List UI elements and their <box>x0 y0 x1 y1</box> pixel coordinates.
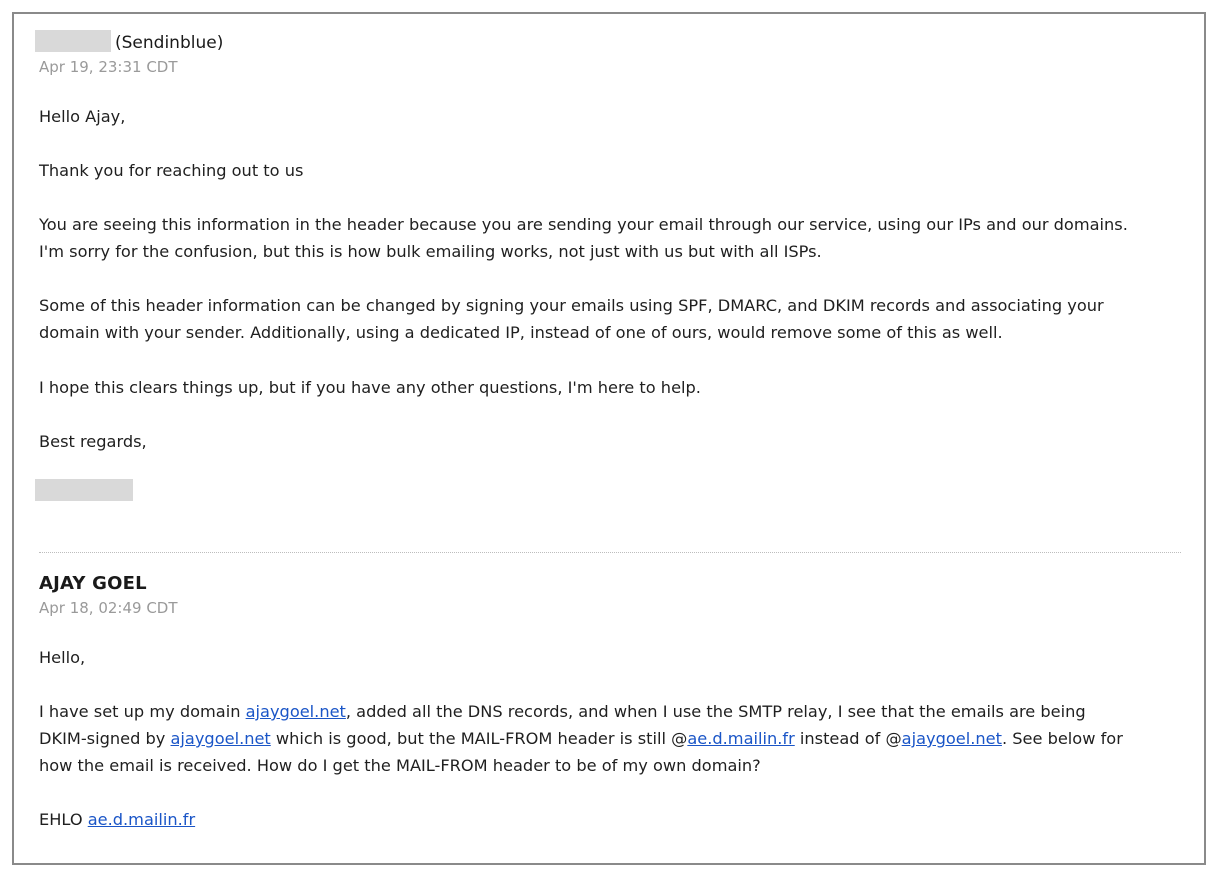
message-timestamp: Apr 19, 23:31 CDT <box>39 58 178 76</box>
closing: Best regards, <box>39 432 147 451</box>
domain-link[interactable]: ajaygoel.net <box>901 729 1002 748</box>
body-line: I hope this clears things up, but if you have any other questions, I'm here to help. <box>39 378 701 397</box>
text-segment: I have set up my domain <box>39 702 246 721</box>
body-line: Thank you for reaching out to us <box>39 161 304 180</box>
body-paragraph <box>39 698 1181 779</box>
body-line: You are seeing this information in the header because you are sending your email through our service, using our IPs and our domains. <box>39 215 1128 234</box>
text-segment: . See below for <box>1001 729 1123 748</box>
mailin-link[interactable]: ae.d.mailin.fr <box>687 729 795 748</box>
sender-suffix: (Sendinblue) <box>115 33 224 53</box>
domain-link[interactable]: ajaygoel.net <box>245 702 346 721</box>
sender-line <box>39 30 1181 56</box>
message-divider <box>39 552 1181 553</box>
redacted-signature <box>35 479 133 501</box>
text-segment: instead of @ <box>794 729 902 748</box>
greeting: Hello Ajay, <box>39 107 126 126</box>
body-line: I'm sorry for the confusion, but this is how bulk emailing works, not just with us but with all ISPs. <box>39 242 822 261</box>
domain-link[interactable]: ajaygoel.net <box>170 729 271 748</box>
greeting: Hello, <box>39 648 86 667</box>
body-paragraph <box>39 292 1181 346</box>
text-segment: EHLO <box>39 810 88 829</box>
text-segment: DKIM-signed by <box>39 729 171 748</box>
body-paragraph <box>39 211 1181 265</box>
redacted-sender-name <box>35 30 111 52</box>
sender-name: AJAY GOEL <box>39 573 147 594</box>
sender-line <box>39 571 1181 597</box>
message-header-2 <box>39 571 1181 618</box>
body-line <box>39 698 1181 725</box>
text-segment: , added all the DNS records, and when I use the SMTP relay, I see that the emails are being <box>345 702 1086 721</box>
ehlo-line <box>39 806 1181 833</box>
message-timestamp: Apr 18, 02:49 CDT <box>39 599 178 617</box>
text-segment: which is good, but the MAIL-FROM header is still @ <box>270 729 688 748</box>
body-line: how the email is received. How do I get the MAIL-FROM header to be of my own domain? <box>39 756 761 775</box>
body-line: Some of this header information can be changed by signing your emails using SPF, DMARC, and DKIM records and associating your <box>39 296 1104 315</box>
ticket-thread <box>12 12 1206 865</box>
message-header-1 <box>39 30 1181 77</box>
body-line <box>39 725 1181 752</box>
body-line: domain with your sender. Additionally, using a dedicated IP, instead of one of ours, would remove some of this as well. <box>39 323 1003 342</box>
mailin-link[interactable]: ae.d.mailin.fr <box>87 810 196 829</box>
